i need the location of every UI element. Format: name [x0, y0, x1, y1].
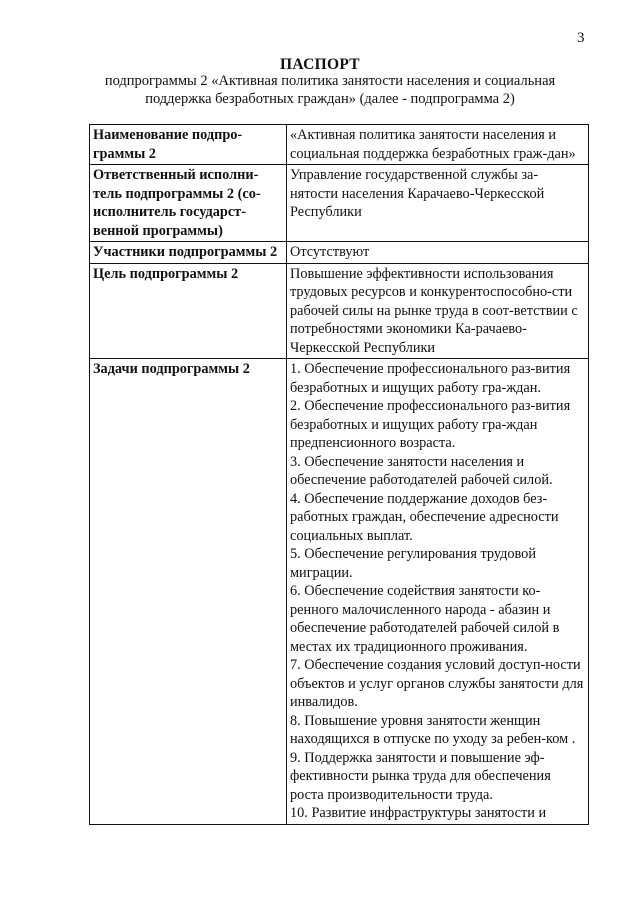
task-item: 7. Обеспечение создания условий доступ-ности объектов и услуг органов службы занятости для инвалидов.	[290, 657, 584, 710]
task-item: 6. Обеспечение содействия занятости ко-ренного малочисленного народа - абазин и обеспечение работодателей рабочей силой в местах их традиционного проживания.	[290, 583, 560, 655]
subtitle-line-2: поддержка безработных граждан» (далее - подпрограмма 2)	[145, 91, 515, 107]
table-row-goal	[90, 263, 589, 359]
task-item: 3. Обеспечение занятости населения и обеспечение работодателей рабочей силой.	[290, 453, 553, 488]
task-item: 9. Поддержка занятости и повышение эф-фективности рынка труда для обеспечения роста производительности труда.	[290, 749, 551, 803]
row-value: Отсутствуют	[287, 242, 589, 264]
task-item: 5. Обеспечение регулирования трудовой миграции.	[290, 546, 536, 581]
subtitle-line-1: подпрограммы 2 «Активная политика занятости населения и социальная	[104, 73, 556, 89]
table-row-tasks	[90, 359, 589, 825]
task-item: 10. Развитие инфраструктуры занятости и	[290, 805, 547, 821]
page-number: 3	[577, 30, 585, 46]
document-subtitle	[70, 72, 590, 108]
task-item: 2. Обеспечение профессионального раз-вития безработных и ищущих работу гра-ждан предпенсионного возраста.	[290, 398, 571, 451]
row-label: Участники подпрограммы 2	[90, 242, 287, 264]
table-row-executor	[90, 165, 589, 242]
row-label: Задачи подпрограммы 2	[90, 359, 287, 825]
document-title: ПАСПОРТ	[280, 56, 360, 73]
table-row-name	[90, 125, 589, 165]
row-value: Управление государственной службы за-нятости населения Карачаево-Черкесской Республики	[287, 165, 589, 242]
task-item: 8. Повышение уровня занятости женщин находящихся в отпуске по уходу за ребен-ком .	[290, 712, 576, 747]
row-value: «Активная политика занятости населения и социальная поддержка безработных граж-дан»	[287, 125, 589, 165]
task-item: 4. Обеспечение поддержание доходов без-работных граждан, обеспечение адресности социальных выплат.	[290, 490, 559, 544]
tasks-list	[287, 359, 589, 825]
row-value: Повышение эффективности использования трудовых ресурсов и конкурентоспособно-сти рабочей силы на рынке труда в соот-ветствии с потребностями экономики Ка-рачаево-Черкесской Республики	[287, 263, 589, 359]
task-item: 1. Обеспечение профессионального раз-вития безработных и ищущих работу гра-ждан.	[290, 361, 571, 396]
row-label: Ответственный исполни-тель подпрограммы 2 (со-исполнитель государст-венной программы)	[90, 165, 287, 242]
passport-table	[89, 124, 589, 825]
row-label: Цель подпрограммы 2	[90, 263, 287, 359]
table-row-participants	[90, 242, 589, 264]
row-label: Наименование подпро-граммы 2	[90, 125, 287, 165]
